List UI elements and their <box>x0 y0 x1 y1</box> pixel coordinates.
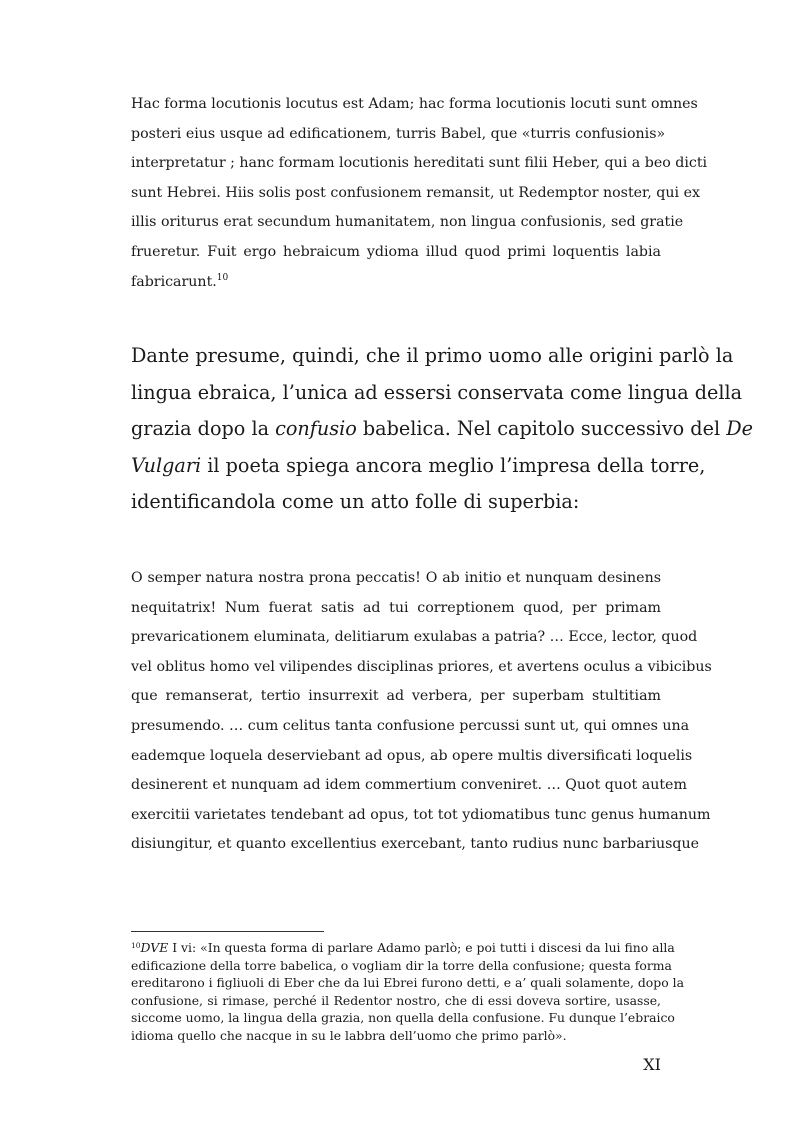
body-line: identificandola come un atto folle di superbia: <box>131 490 580 513</box>
quote-line: desinerent et nunquam ad idem commertium conveniret. … Quot quot autem <box>131 777 687 794</box>
body-text-run: il poeta spiega ancora meglio l’impresa della torre, <box>201 453 706 477</box>
quote-line: frueretur. Fuit ergo hebraicum ydioma illud quod primi loquentis labia <box>131 243 661 260</box>
quote-line: prevaricationem eluminata, delitiarum exulabas a patria? … Ecce, lector, quod <box>131 629 698 646</box>
quote-line: Hac forma locutionis locutus est Adam; hac forma locutionis locuti sunt omnes <box>131 96 698 112</box>
footnote-line: idioma quello che nacque in su le labbra dell’uomo che primo parlò». <box>131 1027 567 1043</box>
quote-line-last <box>131 268 661 298</box>
body-text-run: babelica. Nel capitolo successivo del <box>356 417 727 440</box>
quote-line: que remanserat, tertio insurrexit ad verbera, per superbam stultitiam <box>131 688 661 705</box>
body-line <box>131 448 706 485</box>
footnote-line <box>131 939 675 957</box>
quote-line: sunt Hebrei. Hiis solis post confusionem remansit, ut Redemptor noster, qui ex <box>131 184 700 201</box>
body-italic-title: De <box>726 417 753 440</box>
quote-line: vel oblitus homo vel vilipendes disciplinas priores, et avertens oculus a vibicibus <box>131 658 712 675</box>
quote-line-text: fabricarunt. <box>131 273 217 290</box>
quote-line: nequitatrix! Num fuerat satis ad tui correptionem quod, per primam <box>131 599 661 616</box>
footnote-line: ereditarono i figliuoli di Eber che da lui Ebrei furono detti, e a’ quali solamente, dopo la <box>131 975 684 991</box>
body-line <box>131 411 753 448</box>
body-text-run: grazia dopo la <box>131 417 276 440</box>
body-paragraph <box>131 338 753 521</box>
quote-line: exercitii varietates tendebant ad opus, tot tot ydiomatibus tunc genus humanum <box>131 806 711 823</box>
footnote-abbreviation: DVE <box>140 940 169 955</box>
footnote-text-run: I vi: «In questa forma di parlare Adamo parlò; e poi tutti i discesi da lui fino alla <box>168 940 675 955</box>
latin-quote-babel <box>131 90 708 297</box>
quote-line: presumendo. … cum celitus tanta confusione percussi sunt ut, qui omnes una <box>131 717 690 734</box>
footnote-10 <box>131 939 684 1045</box>
quote-line: illis oriturus erat secundum humanitatem, non lingua confusionis, sed gratie <box>131 214 684 231</box>
quote-line: eademque loquela deserviebant ad opus, ab opere multis diversificati loquelis <box>131 747 693 764</box>
latin-quote-superbia <box>131 564 712 860</box>
body-italic-title: Vulgari <box>131 453 202 477</box>
quote-line: posteri eius usque ad edificationem, turris Babel, que «turris confusionis» <box>131 125 666 142</box>
quote-line: O semper natura nostra prona peccatis! O ab initio et nunquam desinens <box>131 570 661 586</box>
page-number: XI <box>643 1055 661 1074</box>
footnote-mark: 10 <box>131 941 141 950</box>
footnote-line: siccome uomo, la lingua della grazia, non quella della confusione. Fu dunque l’ebraico <box>131 1010 675 1026</box>
footnote-separator <box>131 931 324 932</box>
body-italic-term: confusio <box>275 417 357 440</box>
body-line: lingua ebraica, l’unica ad essersi conservata come lingua della <box>131 380 743 404</box>
body-line: Dante presume, quindi, che il primo uomo alle origini parlò la <box>131 344 734 367</box>
footnote-line: edificazione della torre babelica, o vogliam dir la torre della confusione; questa forma <box>131 957 672 973</box>
quote-line: disiungitur, et quanto excellentius exercebant, tanto rudius nunc barbariusque <box>131 836 700 853</box>
footnote-line: confusione, si rimase, perché il Redentor nostro, che di essi doveva sortire, usasse, <box>131 992 661 1008</box>
footnote-reference[interactable]: 10 <box>216 272 229 283</box>
quote-line: interpretatur ; hanc formam locutionis hereditati sunt filii Heber, qui a beo dicti <box>131 155 708 172</box>
